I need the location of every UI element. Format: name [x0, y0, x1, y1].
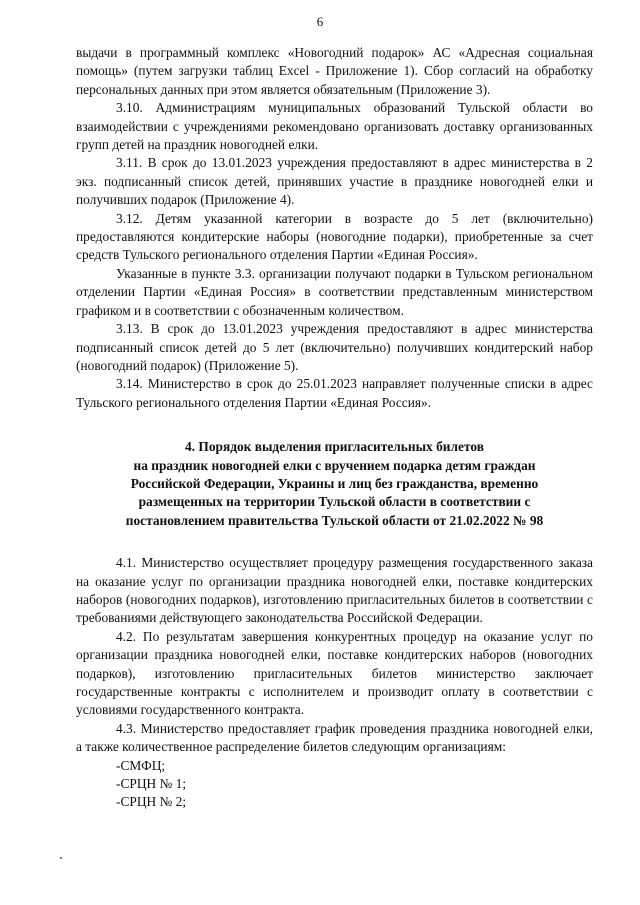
paragraph: выдачи в программный комплекс «Новогодний подарок» АС «Адресная социальная помощь» (путем загрузки таблиц Excel - Приложение 1). Сбор согласий на обработку персональных данных при этом является обязательным (Приложение 3).: [76, 45, 593, 97]
paragraph-3-13: 3.13. В срок до 13.01.2023 учреждения предоставляют в адрес министерства подписанный список детей до 5 лет (включительно) получивших кондитерский набор (новогодний подарок) (Приложение 5).: [76, 321, 593, 373]
paragraph-3-14: 3.14. Министерство в срок до 25.01.2023 направляет полученные списки в адрес Тульского регионального отделения Партии «Единая Россия».: [76, 376, 593, 410]
section-title-line: 4. Порядок выделения пригласительных билетов: [185, 439, 484, 455]
list-item: -СРЦН № 2;: [116, 794, 187, 810]
paragraph-4-2: 4.2. По результатам завершения конкурентных процедур на оказание услуг по организации праздника новогодней елки, поставке кондитерских наборов (новогодних подарков), изготовлению пригласительных билетов министерство заключает государственные контракты с исполнителем и производит оплату в соответствии с условиями государственного контракта.: [76, 628, 593, 718]
section-title-line: постановлением правительства Тульской области от 21.02.2022 № 98: [125, 512, 544, 528]
list-item: -СМФЦ;: [116, 757, 166, 773]
section-title-line: на праздник новогодней елки с вручением подарка детям граждан: [133, 457, 536, 473]
paragraph-3-12: 3.12. Детям указанной категории в возрасте до 5 лет (включительно) предоставляются кондитерские наборы (новогодние подарки), приобретенные за счет средств Тульского регионального отделения Партии «Единая Россия».: [76, 210, 593, 263]
organization-list: [76, 757, 593, 812]
paragraph-3-10: 3.10. Администрациям муниципальных образований Тульской области во взаимодействии с учреждениями рекомендовано организовать доставку организованных групп детей на праздник новогодней елки.: [76, 100, 593, 153]
section-title-line: Российской Федерации, Украины и лиц без гражданства, временно: [130, 475, 539, 491]
paragraph-4-1: 4.1. Министерство осуществляет процедуру размещения государственного заказа на оказание услуг по организации праздника новогодней елки, поставке кондитерских наборов (новогодних подарков), изготовлению пригласительных билетов в соответствии с требованиями действующего законодательства Российской Федерации.: [76, 555, 593, 626]
section-title-line: размещенных на территории Тульской области в соответствии с: [138, 494, 531, 510]
section-title: [76, 438, 593, 530]
list-item: -СРЦН № 1;: [116, 776, 187, 792]
page-number: 6: [316, 14, 324, 29]
scan-speck: [60, 857, 62, 859]
paragraph-4-3: 4.3. Министерство предоставляет график проведения праздника новогодней елки, а также количественное распределение билетов следующим организациям:: [76, 720, 593, 755]
paragraph-3-12-note: Указанные в пункте 3.3. организации получают подарки в Тульском региональном отделении Партии «Единая Россия» в соответствии представленным министерством графиком и в соответствии с обозначенным количеством.: [76, 265, 593, 318]
paragraph-3-11: 3.11. В срок до 13.01.2023 учреждения предоставляют в адрес министерства в 2 экз. подписанный список детей, принявших участие в празднике новогодней елки и получивших подарок (Приложение 4).: [76, 155, 593, 208]
document-body: [76, 44, 593, 812]
